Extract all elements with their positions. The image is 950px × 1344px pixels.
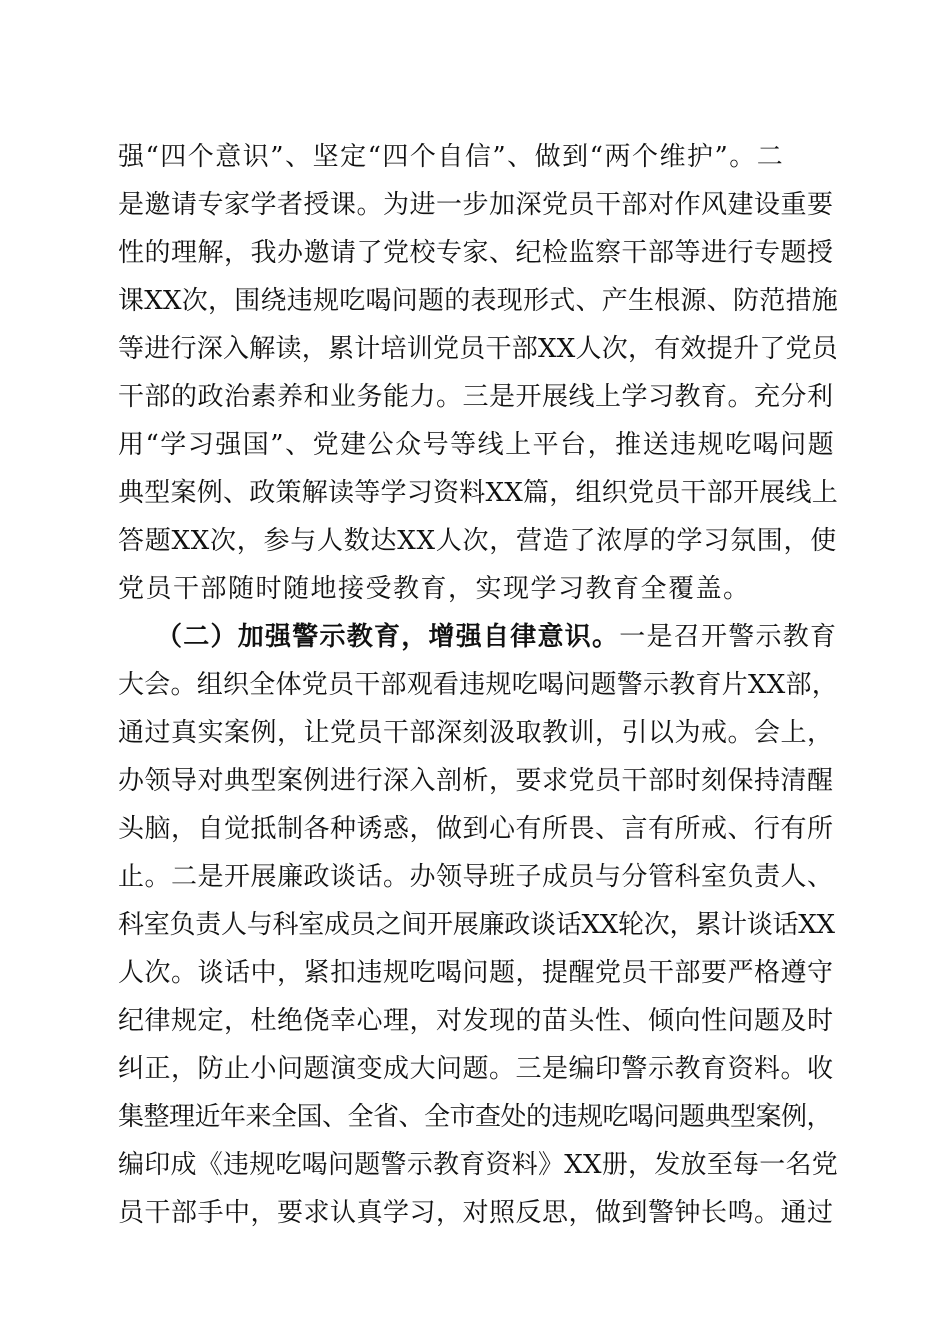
text-line: 干部的政治素养和业务能力。三是开展线上学习教育。充分利	[118, 382, 834, 412]
text-line: 通过真实案例，让党员干部深刻汲取教训，引以为戒。会上，	[118, 718, 834, 748]
text-line: 党员干部随时随地接受教育，实现学习教育全覆盖。	[118, 574, 751, 604]
text-line: 用“学习强国”、党建公众号等线上平台，推送违规吃喝问题	[118, 430, 836, 460]
text-line: 编印成《违规吃喝问题警示教育资料》XX册，发放至每一名党	[118, 1150, 839, 1180]
text-line: 课XX次，围绕违规吃喝问题的表现形式、产生根源、防范措施	[118, 286, 839, 316]
text-line: 集整理近年来全国、全省、全市查处的违规吃喝问题典型案例，	[118, 1102, 833, 1132]
text-line: 大会。组织全体党员干部观看违规吃喝问题警示教育片XX部，	[118, 670, 839, 700]
text-line: 人次。谈话中，紧扣违规吃喝问题，提醒党员干部要严格遵守	[118, 958, 834, 988]
text-line: 科室负责人与科室成员之间开展廉政谈话XX轮次，累计谈话XX	[118, 910, 835, 940]
text-line: 是邀请专家学者授课。为进一步加深党员干部对作风建设重要	[118, 190, 834, 220]
text-line: 典型案例、政策解读等学习资料XX篇，组织党员干部开展线上	[118, 478, 839, 508]
section-first-line	[156, 617, 838, 657]
text-line: 办领导对典型案例进行深入剖析，要求党员干部时刻保持清醒	[118, 766, 834, 796]
text-line: 性的理解，我办邀请了党校专家、纪检监察干部等进行专题授	[118, 238, 834, 268]
text-line: 止。二是开展廉政谈话。办领导班子成员与分管科室负责人、	[118, 862, 834, 892]
section-first-line-text: 一是召开警示教育	[619, 622, 838, 652]
section-heading: （二）加强警示教育，增强自律意识。	[156, 622, 620, 652]
text-line: 员干部手中，要求认真学习，对照反思，做到警钟长鸣。通过	[118, 1198, 834, 1228]
text-line: 等进行深入解读，累计培训党员干部XX人次，有效提升了党员	[118, 334, 839, 364]
text-line: 纠正，防止小问题演变成大问题。三是编印警示教育资料。收	[118, 1054, 834, 1084]
text-line: 头脑，自觉抵制各种诱惑，做到心有所畏、言有所戒、行有所	[118, 814, 834, 844]
text-line: 纪律规定，杜绝侥幸心理，对发现的苗头性、倾向性问题及时	[118, 1006, 834, 1036]
text-line: 答题XX次，参与人数达XX人次，营造了浓厚的学习氛围，使	[118, 526, 838, 556]
text-line: 强“四个意识”、坚定“四个自信”、做到“两个维护”。二	[118, 142, 785, 172]
